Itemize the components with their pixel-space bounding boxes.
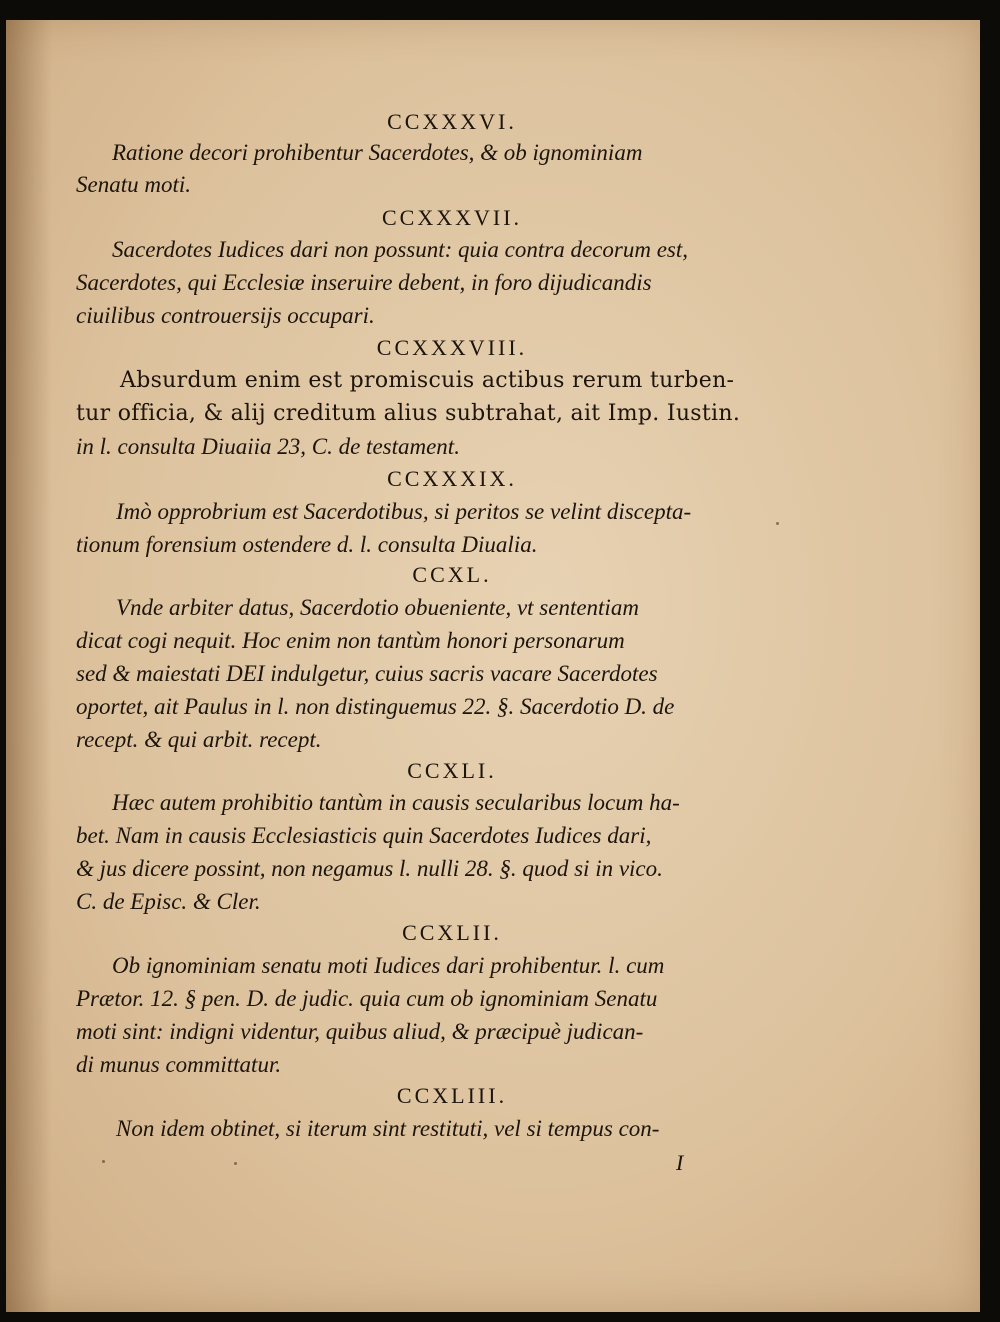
text-line: & jus dicere possint, non negamus l. nulli 28. §. quod si in vico. (76, 856, 663, 881)
section-number: CCXLIII. (396, 1083, 508, 1108)
section-number: CCXXXVI. (387, 109, 517, 134)
section-number: CCXXXVII. (381, 205, 523, 230)
text-line: Hæc autem prohibitio tantùm in causis secularibus locum ha- (112, 790, 680, 815)
text-line: Non idem obtinet, si iterum sint restituti, vel si tempus con- (116, 1116, 660, 1141)
text-line: Ratione decori prohibentur Sacerdotes, & ob ignominiam (112, 140, 643, 165)
text-line: tionum forensium ostendere d. l. consulta Diualia. (76, 532, 538, 557)
text-line: Ob ignominiam senatu moti Iudices dari prohibentur. l. cum (112, 953, 665, 978)
book-page (6, 20, 980, 1312)
text-line: bet. Nam in causis Ecclesiasticis quin Sacerdotes Iudices dari, (76, 823, 652, 848)
text-line: Imò opprobrium est Sacerdotibus, si peritos se velint discepta- (116, 499, 692, 524)
section-number: CCXXXIX. (387, 466, 517, 491)
paper-speck (776, 522, 779, 525)
signature-mark: I (676, 1150, 684, 1175)
section-number: CCXL. (412, 562, 492, 587)
text-line: di munus committatur. (76, 1052, 282, 1077)
text-line: Absurdum enim est promiscuis actibus rerum turben- (120, 368, 735, 393)
text-line: in l. consulta Diuaiia 23, C. de testament. (76, 434, 460, 459)
paper-speck (102, 1160, 105, 1163)
text-line: Senatu moti. (76, 172, 191, 197)
text-line: recept. & qui arbit. recept. (76, 727, 322, 752)
section-number: CCXXXVIII. (376, 335, 528, 360)
section-number: CCXLII. (402, 920, 502, 945)
text-line: dicat cogi nequit. Hoc enim non tantùm honori personarum (76, 628, 625, 653)
text-line: moti sint: indigni videntur, quibus aliud, & præcipuè judican- (76, 1019, 644, 1044)
text-line: tur officia, & alij creditum alius subtrahat, ait Imp. Iustin. (76, 401, 741, 426)
paper-speck (234, 1162, 237, 1165)
section-number: CCXLI. (407, 758, 497, 783)
text-line: oportet, ait Paulus in l. non distinguemus 22. §. Sacerdotio D. de (76, 694, 675, 719)
text-line: Sacerdotes Iudices dari non possunt: quia contra decorum est, (112, 237, 688, 262)
text-line: Vnde arbiter datus, Sacerdotio obueniente, vt sententiam (116, 595, 639, 620)
text-line: Prætor. 12. § pen. D. de judic. quia cum ob ignominiam Senatu (76, 986, 658, 1011)
text-line: sed & maiestati DEI indulgetur, cuius sacris vacare Sacerdotes (76, 661, 658, 686)
text-line: Sacerdotes, qui Ecclesiæ inseruire debent, in foro dijudicandis (76, 270, 652, 295)
text-line: C. de Episc. & Cler. (76, 889, 261, 914)
text-line: ciuilibus controuersijs occupari. (76, 303, 375, 328)
